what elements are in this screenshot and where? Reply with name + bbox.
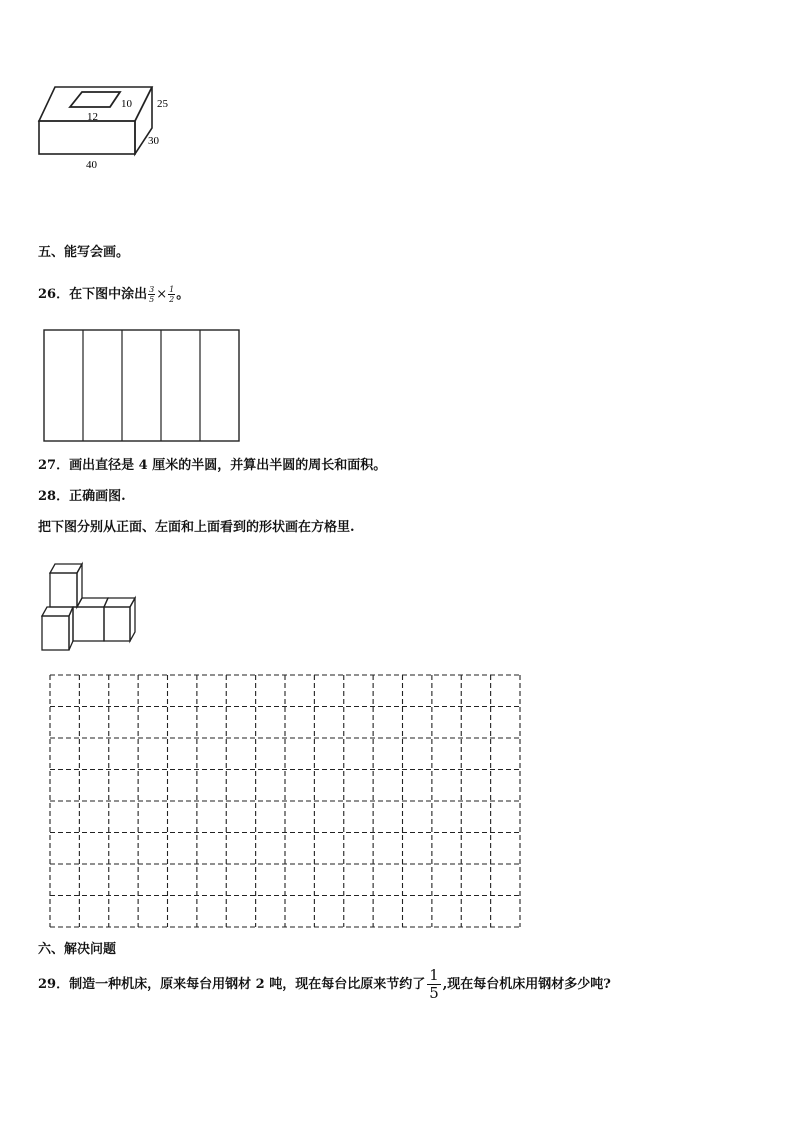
q26-frac1-denominator: 5 [149,295,155,304]
cube-arrangement-figure [38,561,138,655]
q29-suffix: ,现在每台机床用钢材多少吨? [442,977,611,992]
hole-width-label: 10 [121,98,132,110]
q29-text [38,967,611,1002]
section5-heading: 五、能写会画。 [38,245,130,260]
q26-fraction-1 [148,285,155,304]
q28-instruction: 把下图分别从正面、左面和上面看到的形状画在方格里. [38,520,355,535]
q29-frac-numerator: 1 [429,966,439,984]
q27-text: 27．画出直径是 4 厘米的半圆，并算出半圆的周长和面积。 [38,458,387,473]
q26-frac2-numerator: 1 [169,285,175,294]
q29-frac-denominator: 5 [429,984,439,1002]
answer-grid [48,673,522,929]
q26-suffix: 。 [176,287,190,302]
depth-label: 30 [148,135,159,147]
length-label: 40 [86,159,97,171]
q29-fraction [427,967,441,1002]
q26-frac1-numerator: 3 [149,285,155,294]
q26-times-sign: × [156,287,168,302]
q26-prefix: 26．在下图中涂出 [38,287,148,302]
q26-fraction-2 [168,285,175,304]
shading-rectangle [43,329,242,443]
section6-heading: 六、解决问题 [38,942,117,957]
box-with-hole-figure [30,78,180,178]
q26-text [38,285,189,304]
height-label: 25 [157,98,168,110]
q26-frac2-denominator: 2 [169,295,175,304]
q28-title: 28．正确画图. [38,489,126,504]
q29-prefix: 29．制造一种机床，原来每台用钢材 2 吨，现在每台比原来节约了 [38,977,426,992]
hole-length-label: 12 [87,111,98,123]
